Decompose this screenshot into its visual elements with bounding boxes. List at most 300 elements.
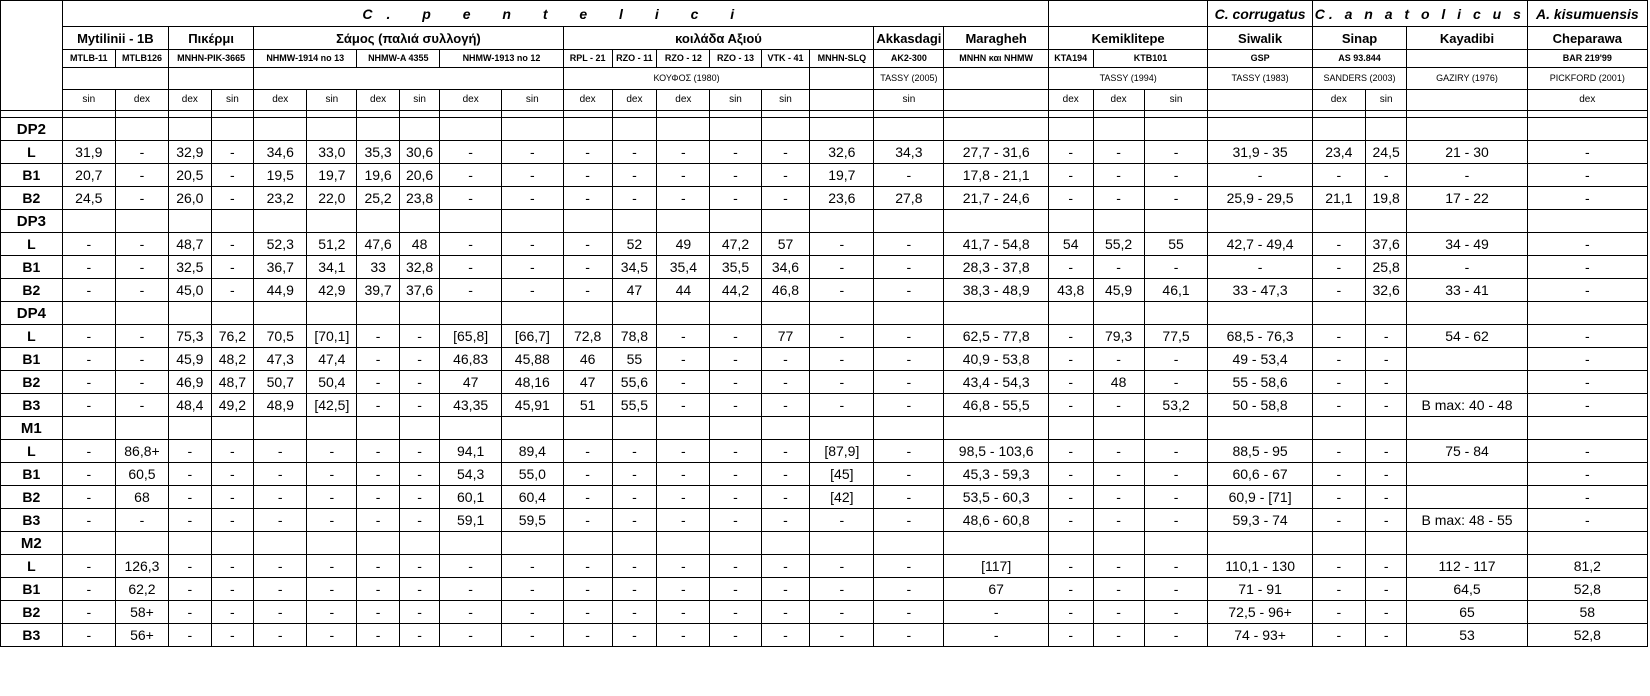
table-cell: - xyxy=(1312,578,1365,601)
table-cell: 24,5 xyxy=(1365,141,1406,164)
section-blank-cell xyxy=(944,417,1048,440)
table-cell: - xyxy=(874,325,944,348)
table-cell: - xyxy=(440,187,502,210)
table-row xyxy=(1,463,1648,486)
section-blank-cell xyxy=(169,118,212,141)
section-blank-cell xyxy=(62,210,115,233)
table-cell: [87,9] xyxy=(810,440,874,463)
table-cell: 41,7 - 54,8 xyxy=(944,233,1048,256)
table-cell: 54,3 xyxy=(440,463,502,486)
table-cell: 53,5 - 60,3 xyxy=(944,486,1048,509)
table-cell: - xyxy=(115,325,168,348)
table-cell: - xyxy=(563,279,612,302)
section-blank-cell xyxy=(1407,532,1527,555)
table-cell: - xyxy=(657,440,710,463)
table-cell: - xyxy=(810,578,874,601)
table-cell: - xyxy=(115,141,168,164)
table-cell: - xyxy=(1527,394,1647,417)
ref-blank-maragheh xyxy=(944,68,1048,90)
section-title: DP2 xyxy=(1,118,63,141)
table-cell: - xyxy=(357,325,400,348)
specimen-pik3665: MNHN-PIK-3665 xyxy=(169,50,254,68)
table-cell: 74 - 93+ xyxy=(1208,624,1312,647)
table-cell: 33 xyxy=(357,256,400,279)
table-cell: - xyxy=(440,164,502,187)
table-cell: 98,5 - 103,6 xyxy=(944,440,1048,463)
section-blank-cell xyxy=(169,210,212,233)
table-cell: 25,8 xyxy=(1365,256,1406,279)
side-label: dex xyxy=(115,90,168,111)
side-label: dex xyxy=(169,90,212,111)
table-cell: - xyxy=(710,463,761,486)
section-blank-cell xyxy=(1144,532,1208,555)
table-cell: [66,7] xyxy=(501,325,563,348)
table-cell: 37,6 xyxy=(1365,233,1406,256)
table-cell: - xyxy=(169,624,212,647)
table-cell: 49 xyxy=(657,233,710,256)
table-cell: - xyxy=(710,486,761,509)
table-cell: 42,7 - 49,4 xyxy=(1208,233,1312,256)
table-cell: - xyxy=(1144,578,1208,601)
table-cell: - xyxy=(1144,164,1208,187)
ref-pickford: PICKFORD (2001) xyxy=(1527,68,1647,90)
table-cell: - xyxy=(211,440,254,463)
table-cell: 59,1 xyxy=(440,509,502,532)
section-blank-cell xyxy=(62,417,115,440)
table-cell: - xyxy=(307,555,357,578)
specimen-nhmw1913: NHMW-1913 no 12 xyxy=(440,50,563,68)
table-row xyxy=(1,371,1648,394)
table-cell: 94,1 xyxy=(440,440,502,463)
row-label: B1 xyxy=(1,578,63,601)
table-cell: - xyxy=(307,463,357,486)
table-cell: 47,2 xyxy=(710,233,761,256)
table-cell: - xyxy=(399,463,439,486)
table-cell: 64,5 xyxy=(1407,578,1527,601)
table-row xyxy=(1,624,1648,647)
table-cell: - xyxy=(874,233,944,256)
section-row xyxy=(1,302,1648,325)
table-cell: - xyxy=(810,279,874,302)
table-cell: 35,3 xyxy=(357,141,400,164)
specimen-bar219: BAR 219'99 xyxy=(1527,50,1647,68)
table-cell: - xyxy=(211,164,254,187)
table-cell: - xyxy=(1093,578,1144,601)
locality-kemiklitepe: Kemiklitepe xyxy=(1048,27,1208,50)
table-cell: 79,3 xyxy=(1093,325,1144,348)
section-blank-cell xyxy=(761,118,810,141)
table-cell: - xyxy=(1365,325,1406,348)
table-cell: - xyxy=(944,624,1048,647)
row-label: B3 xyxy=(1,509,63,532)
section-blank-cell xyxy=(761,417,810,440)
table-cell: 37,6 xyxy=(399,279,439,302)
section-blank-cell xyxy=(657,118,710,141)
table-row xyxy=(1,256,1648,279)
section-blank-cell xyxy=(810,417,874,440)
specimen-gsp: GSP xyxy=(1208,50,1312,68)
table-cell: 34 - 49 xyxy=(1407,233,1527,256)
ref-blank-slq xyxy=(810,68,874,90)
table-cell: - xyxy=(761,394,810,417)
table-cell: - xyxy=(1527,440,1647,463)
section-row xyxy=(1,118,1648,141)
table-cell: 48,2 xyxy=(211,348,254,371)
table-cell: - xyxy=(1093,601,1144,624)
table-cell: 81,2 xyxy=(1527,555,1647,578)
table-cell: - xyxy=(1093,256,1144,279)
table-cell: - xyxy=(1048,509,1093,532)
table-cell: - xyxy=(1312,279,1365,302)
table-cell: 75 - 84 xyxy=(1407,440,1527,463)
table-cell: B max: 48 - 55 xyxy=(1407,509,1527,532)
table-cell: - xyxy=(1048,371,1093,394)
table-cell: - xyxy=(710,509,761,532)
table-cell: - xyxy=(1312,440,1365,463)
specimen-rpl21: RPL - 21 xyxy=(563,50,612,68)
table-cell: 60,5 xyxy=(115,463,168,486)
table-cell: - xyxy=(1048,141,1093,164)
table-cell: 48,4 xyxy=(169,394,212,417)
side-label xyxy=(810,90,874,111)
table-cell: - xyxy=(1365,440,1406,463)
section-blank-cell xyxy=(1093,417,1144,440)
row-label: B2 xyxy=(1,371,63,394)
table-cell: 48 xyxy=(399,233,439,256)
side-label: dex xyxy=(254,90,307,111)
section-blank-cell xyxy=(810,532,874,555)
table-cell: 39,7 xyxy=(357,279,400,302)
ref-blank-pikermi xyxy=(169,68,254,90)
table-cell: - xyxy=(169,440,212,463)
table-cell: - xyxy=(612,463,657,486)
table-cell: 59,3 - 74 xyxy=(1208,509,1312,532)
table-cell: - xyxy=(874,486,944,509)
section-blank-cell xyxy=(1407,118,1527,141)
section-blank-cell xyxy=(501,417,563,440)
table-cell: - xyxy=(657,164,710,187)
section-blank-cell xyxy=(1144,118,1208,141)
taxon-anatolicus: C. a n a t o l i c u s xyxy=(1312,1,1527,27)
table-cell: 19,7 xyxy=(810,164,874,187)
section-blank-cell xyxy=(563,417,612,440)
section-blank-cell xyxy=(1365,302,1406,325)
spacer-cell xyxy=(399,111,439,118)
section-blank-cell xyxy=(810,210,874,233)
table-cell: [65,8] xyxy=(440,325,502,348)
table-cell: - xyxy=(810,371,874,394)
table-cell: - xyxy=(1312,325,1365,348)
table-cell: - xyxy=(612,624,657,647)
side-row xyxy=(1,90,1648,111)
table-cell: 47,4 xyxy=(307,348,357,371)
table-cell: - xyxy=(563,233,612,256)
section-blank-cell xyxy=(874,302,944,325)
table-cell: - xyxy=(1144,440,1208,463)
table-cell: - xyxy=(1312,394,1365,417)
side-label: dex xyxy=(440,90,502,111)
table-cell: 55,2 xyxy=(1093,233,1144,256)
section-blank-cell xyxy=(399,417,439,440)
side-label: sin xyxy=(62,90,115,111)
table-cell: - xyxy=(1527,509,1647,532)
table-cell: [70,1] xyxy=(307,325,357,348)
section-blank-cell xyxy=(399,118,439,141)
table-cell: - xyxy=(874,578,944,601)
spacer-cell xyxy=(612,111,657,118)
section-blank-cell xyxy=(501,302,563,325)
table-cell: - xyxy=(657,578,710,601)
table-cell: 23,4 xyxy=(1312,141,1365,164)
section-blank-cell xyxy=(254,210,307,233)
table-cell: - xyxy=(1312,348,1365,371)
table-cell: 45,91 xyxy=(501,394,563,417)
table-cell: - xyxy=(1208,164,1312,187)
side-label: sin xyxy=(1365,90,1406,111)
locality-samos: Σάμος (παλιά συλλογή) xyxy=(254,27,564,50)
specimen-rzo12: RZO - 12 xyxy=(657,50,710,68)
section-blank-cell xyxy=(307,302,357,325)
table-row xyxy=(1,555,1648,578)
table-cell: 72,5 - 96+ xyxy=(1208,601,1312,624)
table-cell: - xyxy=(501,578,563,601)
table-cell: - xyxy=(62,256,115,279)
section-blank-cell xyxy=(399,532,439,555)
section-blank-cell xyxy=(115,302,168,325)
section-blank-cell xyxy=(1312,417,1365,440)
side-label: sin xyxy=(874,90,944,111)
table-cell: - xyxy=(1312,233,1365,256)
locality-pikermi: Πικέρμι xyxy=(169,27,254,50)
table-cell: - xyxy=(1365,348,1406,371)
table-cell: - xyxy=(1527,164,1647,187)
table-cell: 60,1 xyxy=(440,486,502,509)
table-cell: - xyxy=(761,624,810,647)
table-cell: - xyxy=(254,509,307,532)
ref-blank-samos xyxy=(254,68,564,90)
row-label: L xyxy=(1,440,63,463)
table-cell: - xyxy=(874,279,944,302)
table-cell: - xyxy=(761,371,810,394)
spacer-cell xyxy=(1365,111,1406,118)
spacer-cell xyxy=(62,111,115,118)
section-blank-cell xyxy=(254,532,307,555)
table-cell: - xyxy=(1365,394,1406,417)
table-cell: - xyxy=(761,486,810,509)
section-row xyxy=(1,532,1648,555)
table-cell: - xyxy=(440,601,502,624)
table-cell: 42,9 xyxy=(307,279,357,302)
table-cell: - xyxy=(710,164,761,187)
table-cell: 77,5 xyxy=(1144,325,1208,348)
table-cell: - xyxy=(1048,578,1093,601)
table-cell: 52 xyxy=(612,233,657,256)
table-cell: 36,7 xyxy=(254,256,307,279)
table-cell: - xyxy=(563,187,612,210)
table-cell: - xyxy=(399,509,439,532)
table-cell: - xyxy=(761,463,810,486)
table-cell: - xyxy=(211,141,254,164)
table-cell: - xyxy=(1048,555,1093,578)
table-cell: 46 xyxy=(563,348,612,371)
table-cell: - xyxy=(501,141,563,164)
spacer-cell xyxy=(1,111,63,118)
spacer-cell xyxy=(761,111,810,118)
table-cell: 47 xyxy=(612,279,657,302)
table-cell: [42,5] xyxy=(307,394,357,417)
table-cell: - xyxy=(761,187,810,210)
specimen-ak2300: AK2-300 xyxy=(874,50,944,68)
section-blank-cell xyxy=(115,417,168,440)
table-cell: - xyxy=(254,624,307,647)
section-blank-cell xyxy=(944,532,1048,555)
section-blank-cell xyxy=(254,118,307,141)
section-blank-cell xyxy=(115,210,168,233)
spacer-cell xyxy=(1093,111,1144,118)
table-cell: - xyxy=(1093,486,1144,509)
section-blank-cell xyxy=(440,417,502,440)
table-cell: - xyxy=(211,233,254,256)
spacer-cell xyxy=(944,111,1048,118)
table-cell: - xyxy=(1144,463,1208,486)
section-blank-cell xyxy=(440,302,502,325)
table-cell: - xyxy=(399,348,439,371)
table-cell: - xyxy=(501,624,563,647)
table-cell: 112 - 117 xyxy=(1407,555,1527,578)
table-cell: - xyxy=(1527,256,1647,279)
side-label: dex xyxy=(657,90,710,111)
table-cell: - xyxy=(810,624,874,647)
table-cell: - xyxy=(612,601,657,624)
side-label xyxy=(1208,90,1312,111)
spacer-cell xyxy=(874,111,944,118)
table-cell: 53,2 xyxy=(1144,394,1208,417)
section-blank-cell xyxy=(1527,417,1647,440)
table-cell: - xyxy=(1093,141,1144,164)
table-cell: - xyxy=(1527,463,1647,486)
table-cell: - xyxy=(1144,187,1208,210)
spacer-row xyxy=(1,111,1648,118)
table-cell: 24,5 xyxy=(62,187,115,210)
table-cell: - xyxy=(115,187,168,210)
table-cell: - xyxy=(1365,486,1406,509)
table-cell: 49,2 xyxy=(211,394,254,417)
table-cell: 23,2 xyxy=(254,187,307,210)
section-blank-cell xyxy=(62,118,115,141)
section-blank-cell xyxy=(1407,417,1527,440)
table-cell: - xyxy=(1527,279,1647,302)
ref-blank-mytilinii xyxy=(62,68,168,90)
table-cell: - xyxy=(1144,348,1208,371)
table-cell: 48,7 xyxy=(211,371,254,394)
section-blank-cell xyxy=(612,532,657,555)
spacer-cell xyxy=(357,111,400,118)
table-cell: - xyxy=(62,279,115,302)
section-blank-cell xyxy=(1048,532,1093,555)
table-cell: - xyxy=(657,555,710,578)
table-cell: - xyxy=(1048,601,1093,624)
table-cell: - xyxy=(874,555,944,578)
section-blank-cell xyxy=(1093,118,1144,141)
table-cell: - xyxy=(62,371,115,394)
table-cell: - xyxy=(1208,256,1312,279)
table-cell: - xyxy=(62,555,115,578)
side-label: dex xyxy=(1048,90,1093,111)
table-cell: 40,9 - 53,8 xyxy=(944,348,1048,371)
table-cell: 33 - 47,3 xyxy=(1208,279,1312,302)
section-blank-cell xyxy=(1208,532,1312,555)
table-row xyxy=(1,440,1648,463)
table-cell: - xyxy=(874,624,944,647)
section-blank-cell xyxy=(115,118,168,141)
table-cell: - xyxy=(874,371,944,394)
table-cell: - xyxy=(1312,509,1365,532)
locality-cheparawa: Cheparawa xyxy=(1527,27,1647,50)
table-cell: 54 xyxy=(1048,233,1093,256)
side-label: sin xyxy=(307,90,357,111)
table-cell: - xyxy=(1048,394,1093,417)
specimen-vtk41: VTK - 41 xyxy=(761,50,810,68)
spacer-cell xyxy=(657,111,710,118)
table-cell: 25,9 - 29,5 xyxy=(1208,187,1312,210)
table-cell: - xyxy=(657,509,710,532)
section-blank-cell xyxy=(501,532,563,555)
side-label: sin xyxy=(399,90,439,111)
table-row xyxy=(1,394,1648,417)
table-cell: - xyxy=(1093,509,1144,532)
table-cell: - xyxy=(254,578,307,601)
table-cell: - xyxy=(563,463,612,486)
specimen-maragheh: MNHN και NHMW xyxy=(944,50,1048,68)
table-cell: - xyxy=(501,164,563,187)
table-cell: 43,8 xyxy=(1048,279,1093,302)
table-cell: - xyxy=(563,164,612,187)
table-cell: - xyxy=(357,371,400,394)
table-cell: 68,5 - 76,3 xyxy=(1208,325,1312,348)
table-cell: 59,5 xyxy=(501,509,563,532)
table-cell: - xyxy=(1144,601,1208,624)
table-row xyxy=(1,601,1648,624)
row-label: B1 xyxy=(1,164,63,187)
section-title: M2 xyxy=(1,532,63,555)
section-blank-cell xyxy=(1093,302,1144,325)
table-cell: 71 - 91 xyxy=(1208,578,1312,601)
table-cell: 47 xyxy=(440,371,502,394)
side-label: dex xyxy=(357,90,400,111)
table-cell: - xyxy=(1093,624,1144,647)
section-blank-cell xyxy=(810,118,874,141)
table-cell: - xyxy=(657,371,710,394)
section-blank-cell xyxy=(1407,210,1527,233)
table-cell xyxy=(1407,348,1527,371)
table-cell: 17 - 22 xyxy=(1407,187,1527,210)
section-title: DP4 xyxy=(1,302,63,325)
spacer-cell xyxy=(307,111,357,118)
table-cell: - xyxy=(115,348,168,371)
specimen-nhmw1914: NHMW-1914 no 13 xyxy=(254,50,357,68)
table-cell: 55 xyxy=(612,348,657,371)
section-blank-cell xyxy=(1312,532,1365,555)
table-cell: 126,3 xyxy=(115,555,168,578)
side-label: sin xyxy=(1144,90,1208,111)
table-cell: 52,3 xyxy=(254,233,307,256)
locality-row xyxy=(1,27,1648,50)
table-cell: 22,0 xyxy=(307,187,357,210)
section-blank-cell xyxy=(761,532,810,555)
table-cell: - xyxy=(761,141,810,164)
section-blank-cell xyxy=(1048,417,1093,440)
table-cell: - xyxy=(440,256,502,279)
